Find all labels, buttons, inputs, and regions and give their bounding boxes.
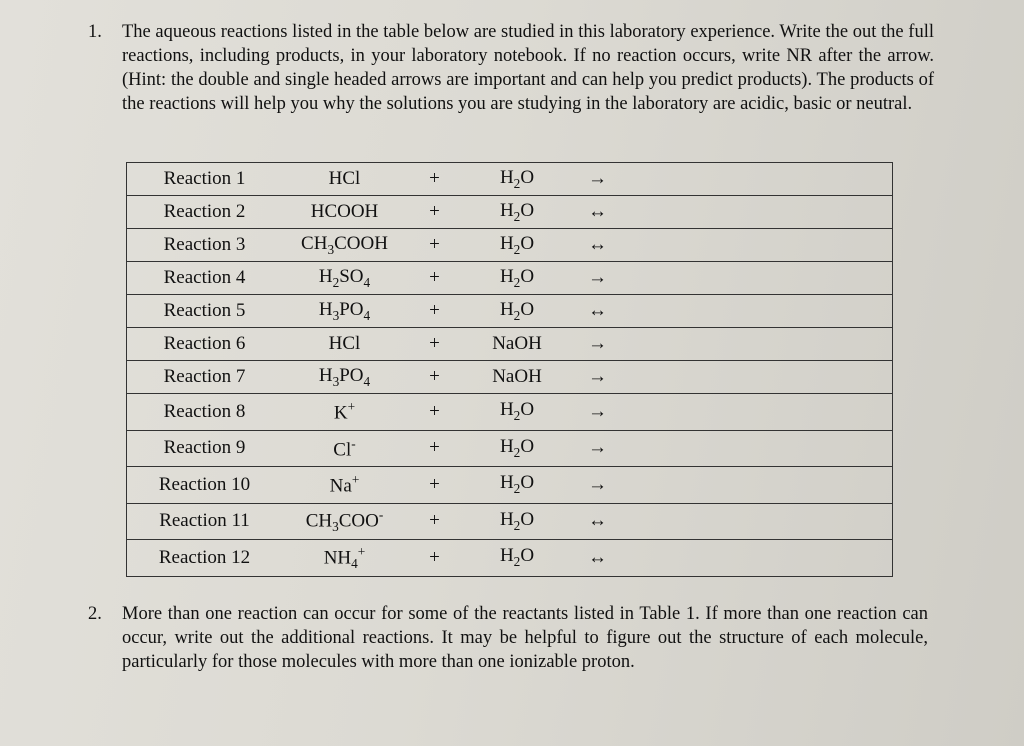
reaction-name: Reaction 11 xyxy=(127,503,283,540)
table-row xyxy=(127,262,893,295)
table-row xyxy=(127,430,893,467)
reaction-name: Reaction 4 xyxy=(127,262,283,295)
reactant: $H_3PO_4$ xyxy=(282,295,407,328)
table-row xyxy=(127,540,893,577)
table-row xyxy=(127,503,893,540)
plus-sign: + xyxy=(407,196,462,229)
second-reactant: $H_2O$ xyxy=(462,540,572,577)
reaction-arrow: ↔ xyxy=(572,503,658,540)
reaction-name: Reaction 12 xyxy=(127,540,283,577)
reaction-name: Reaction 6 xyxy=(127,328,283,361)
reaction-name: Reaction 1 xyxy=(127,163,283,196)
reaction-arrow: ↔ xyxy=(572,196,658,229)
reactant: $NH_4^+$ xyxy=(282,540,407,577)
table-row xyxy=(127,467,893,504)
table-row xyxy=(127,295,893,328)
second-reactant: $H_2O$ xyxy=(462,295,572,328)
plus-sign: + xyxy=(407,229,462,262)
reaction-name: Reaction 9 xyxy=(127,430,283,467)
reaction-arrow: ↔ xyxy=(572,295,658,328)
blank-cell xyxy=(658,540,893,577)
plus-sign: + xyxy=(407,163,462,196)
blank-cell xyxy=(658,196,893,229)
reactions-table xyxy=(126,162,893,577)
plus-sign: + xyxy=(407,540,462,577)
reaction-name: Reaction 8 xyxy=(127,394,283,431)
reaction-arrow: ↔ xyxy=(572,229,658,262)
reactant: Na+ xyxy=(282,467,407,504)
blank-cell xyxy=(658,229,893,262)
table-row xyxy=(127,196,893,229)
question-2-number: 2. xyxy=(88,604,102,624)
table-row xyxy=(127,229,893,262)
reaction-name: Reaction 5 xyxy=(127,295,283,328)
reaction-arrow: → xyxy=(572,430,658,467)
blank-cell xyxy=(658,163,893,196)
question-2-text: More than one reaction can occur for some of the reactants listed in Table 1. If more than one reaction can occur, write out the additional reactions. It may be helpful to figure out the structure of each molecule, particularly for those molecules with more than one ionizable proton. xyxy=(122,604,928,672)
reaction-arrow: → xyxy=(572,467,658,504)
table-row xyxy=(127,361,893,394)
reactant: HCl xyxy=(282,328,407,361)
plus-sign: + xyxy=(407,328,462,361)
reactant: $H_2SO_4$ xyxy=(282,262,407,295)
plus-sign: + xyxy=(407,430,462,467)
reaction-arrow: → xyxy=(572,328,658,361)
second-reactant: NaOH xyxy=(462,328,572,361)
second-reactant: $H_2O$ xyxy=(462,394,572,431)
reaction-arrow: → xyxy=(572,163,658,196)
plus-sign: + xyxy=(407,467,462,504)
reactant: Cl- xyxy=(282,430,407,467)
reactant: $H_3PO_4$ xyxy=(282,361,407,394)
plus-sign: + xyxy=(407,361,462,394)
reaction-name: Reaction 7 xyxy=(127,361,283,394)
reaction-name: Reaction 3 xyxy=(127,229,283,262)
reaction-name: Reaction 10 xyxy=(127,467,283,504)
table-row xyxy=(127,163,893,196)
blank-cell xyxy=(658,394,893,431)
blank-cell xyxy=(658,295,893,328)
second-reactant: $H_2O$ xyxy=(462,467,572,504)
question-1-number: 1. xyxy=(88,22,102,42)
reaction-arrow: → xyxy=(572,361,658,394)
table-row xyxy=(127,328,893,361)
second-reactant: $H_2O$ xyxy=(462,163,572,196)
second-reactant: $H_2O$ xyxy=(462,229,572,262)
reactant: HCOOH xyxy=(282,196,407,229)
reactant: $CH_3COO^-$ xyxy=(282,503,407,540)
reactant: K+ xyxy=(282,394,407,431)
blank-cell xyxy=(658,361,893,394)
table-row xyxy=(127,394,893,431)
second-reactant: NaOH xyxy=(462,361,572,394)
reactant: HCl xyxy=(282,163,407,196)
second-reactant: $H_2O$ xyxy=(462,430,572,467)
plus-sign: + xyxy=(407,394,462,431)
blank-cell xyxy=(658,503,893,540)
blank-cell xyxy=(658,262,893,295)
question-1-text: The aqueous reactions listed in the table below are studied in this laboratory experience. Write the out the full reactions, including products, in your laboratory notebook. If no reaction occurs, write NR after the arrow. (Hint: the double and single headed arrows are important and can help you predict products). The products of the reactions will help you why the solutions you are studying in the laboratory are acidic, basic or neutral. xyxy=(122,22,934,114)
plus-sign: + xyxy=(407,295,462,328)
blank-cell xyxy=(658,430,893,467)
plus-sign: + xyxy=(407,262,462,295)
blank-cell xyxy=(658,467,893,504)
second-reactant: $H_2O$ xyxy=(462,262,572,295)
plus-sign: + xyxy=(407,503,462,540)
reaction-arrow: → xyxy=(572,394,658,431)
blank-cell xyxy=(658,328,893,361)
reaction-arrow: → xyxy=(572,262,658,295)
reaction-name: Reaction 2 xyxy=(127,196,283,229)
second-reactant: $H_2O$ xyxy=(462,503,572,540)
reaction-arrow: ↔ xyxy=(572,540,658,577)
second-reactant: $H_2O$ xyxy=(462,196,572,229)
reactant: $CH_3COOH$ xyxy=(282,229,407,262)
